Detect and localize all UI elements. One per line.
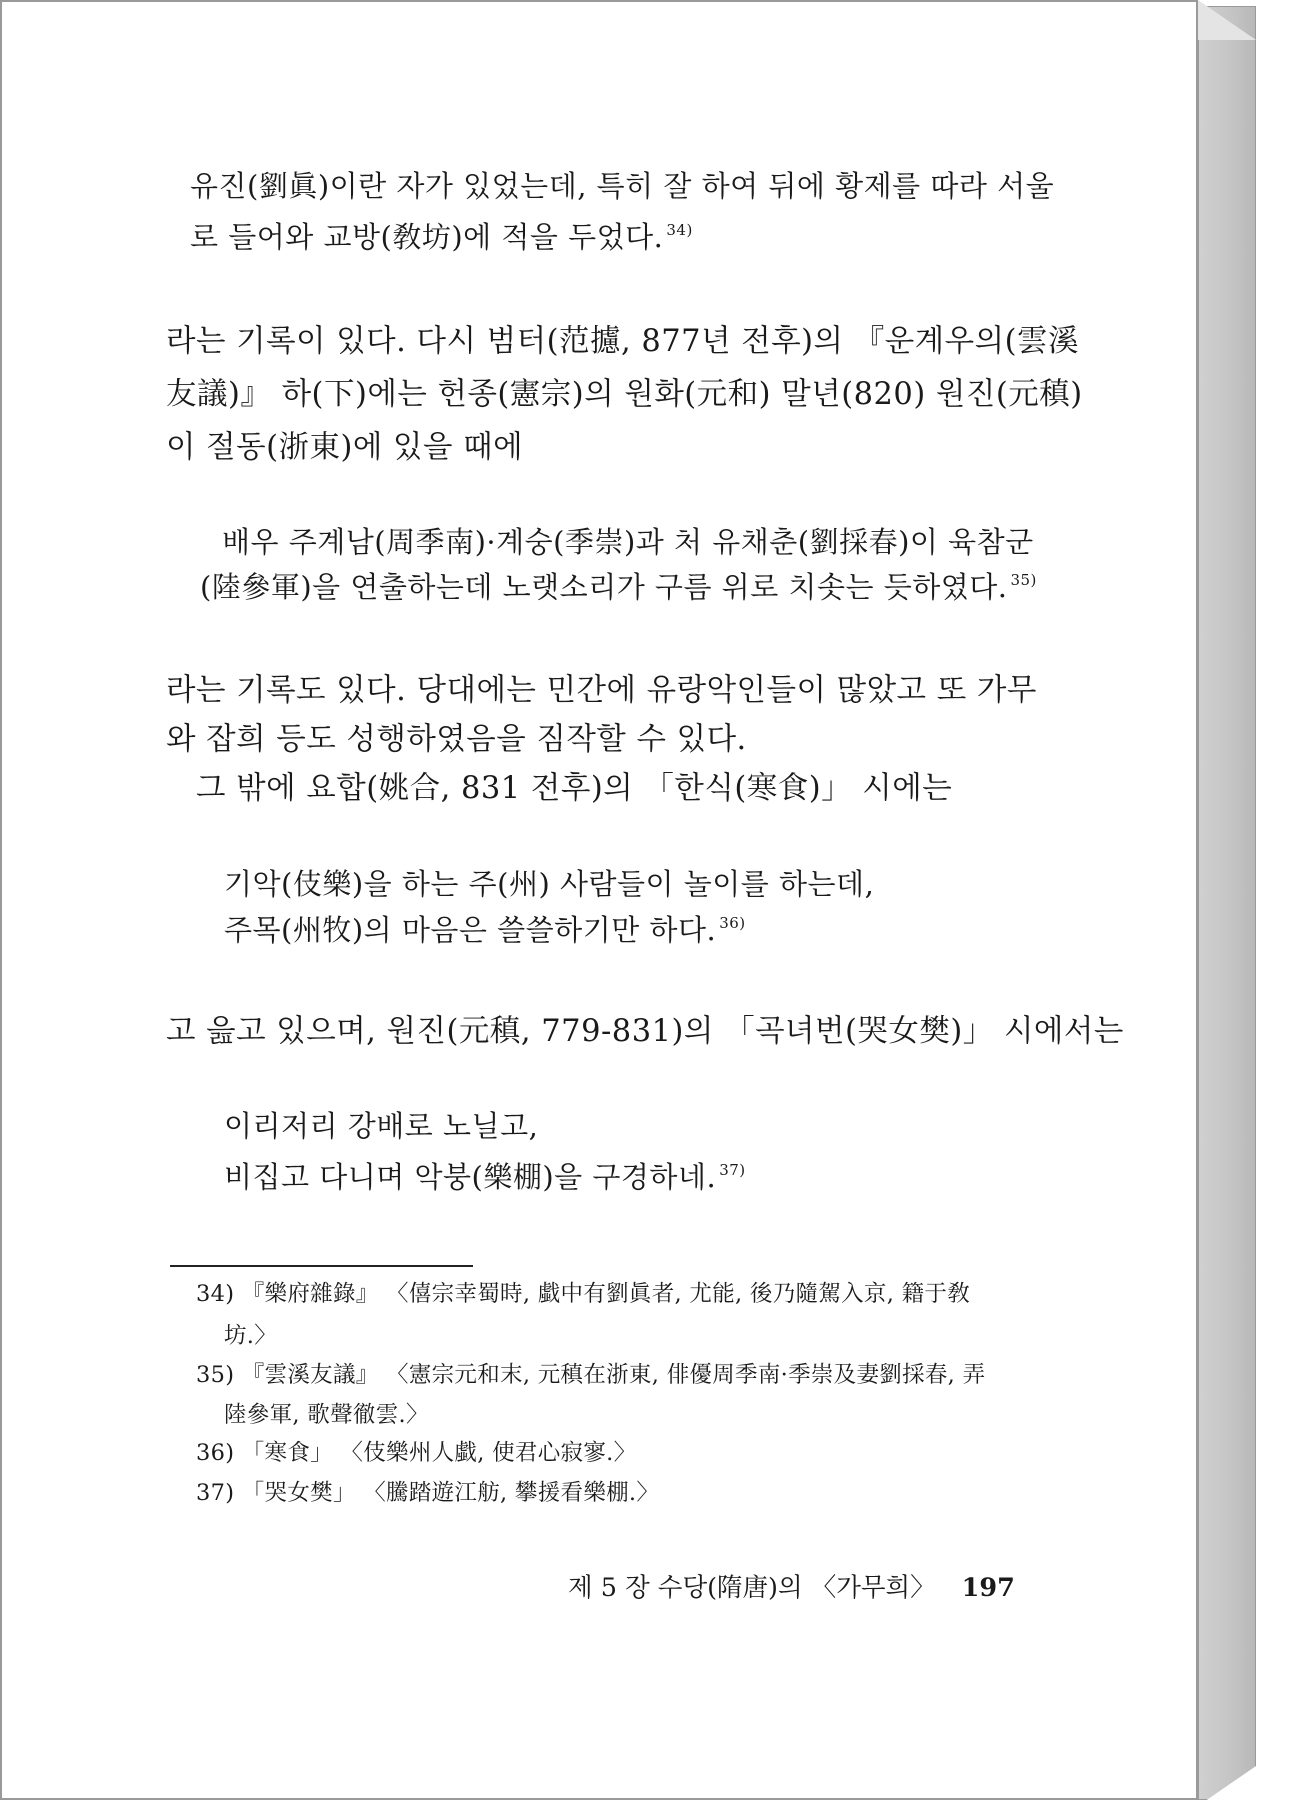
quote-36-line-2 xyxy=(224,908,746,949)
footnote-34-line-2: 坊.〉 xyxy=(224,1323,278,1349)
quote-34-line-2 xyxy=(190,215,693,256)
quote-36-text: 주목(州牧)의 마음은 쓸쓸하기만 하다. xyxy=(224,913,717,947)
footnote-34-line-1: 34) 『樂府雜錄』 〈僖宗幸蜀時, 戱中有劉眞者, 尤能, 後乃隨駕入京, 籍于敎 xyxy=(196,1281,971,1307)
footnote-ref-37: 37) xyxy=(719,1161,746,1179)
quote-35-line-1: 배우 주계남(周季南)·계숭(季崇)과 처 유채춘(劉採春)이 육참군 xyxy=(222,525,1034,559)
quote-37-line-1: 이리저리 강배로 노닐고, xyxy=(224,1109,539,1143)
running-footer xyxy=(568,1568,1015,1604)
page-number: 197 xyxy=(961,1573,1015,1603)
paragraph-2-line-2: 와 잡희 등도 성행하였음을 짐작할 수 있다. xyxy=(166,722,747,757)
quote-35-text: (陸參軍)을 연출하는데 노랫소리가 구름 위로 치솟는 듯하였다. xyxy=(200,570,1008,604)
page-stack-edge xyxy=(1198,6,1256,1800)
paragraph-1-line-3: 이 절동(浙東)에 있을 때에 xyxy=(166,430,524,465)
paragraph-3-line-1: 고 읊고 있으며, 원진(元稹, 779-831)의 「곡녀번(哭女樊)」 시에서는 xyxy=(166,1014,1124,1049)
footnote-37: 37) 「哭女樊」 〈騰踏遊江舫, 攀援看樂棚.〉 xyxy=(196,1480,660,1506)
footnote-ref-34: 34) xyxy=(666,221,693,239)
footnote-35-line-1: 35) 『雲溪友議』 〈憲宗元和末, 元稹在浙東, 俳優周季南·季崇及妻劉採春, 弄 xyxy=(196,1362,986,1388)
paragraph-2-line-3: 그 밖에 요합(姚合, 831 전후)의 「한식(寒食)」 시에는 xyxy=(196,771,953,806)
quote-37-line-2 xyxy=(224,1155,746,1196)
paragraph-1-line-2: 友議)』 하(下)에는 헌종(憲宗)의 원화(元和) 말년(820) 원진(元稹) xyxy=(166,377,1083,412)
quote-36-line-1: 기악(伎樂)을 하는 주(州) 사람들이 놀이를 하는데, xyxy=(224,867,875,901)
quote-37-text: 비집고 다니며 악붕(樂棚)을 구경하네. xyxy=(224,1160,717,1194)
chapter-title: 제 5 장 수당(隋唐)의 〈가무희〉 xyxy=(568,1573,936,1603)
footnote-ref-36: 36) xyxy=(719,914,746,932)
quote-34-text: 로 들어와 교방(敎坊)에 적을 두었다. xyxy=(190,220,664,254)
paragraph-1-line-1: 라는 기록이 있다. 다시 범터(范攄, 877년 전후)의 『운계우의(雲溪 xyxy=(166,324,1079,359)
paragraph-2-line-1: 라는 기록도 있다. 당대에는 민간에 유랑악인들이 많았고 또 가무 xyxy=(166,673,1037,708)
footnote-36: 36) 「寒食」 〈伎樂州人戱, 使君心寂寥.〉 xyxy=(196,1440,637,1466)
footnote-divider xyxy=(170,1265,473,1267)
quote-35-line-2 xyxy=(200,565,1037,606)
footnote-ref-35: 35) xyxy=(1010,571,1037,589)
footnote-35-line-2: 陸參軍, 歌聲徹雲.〉 xyxy=(224,1402,429,1428)
quote-34-line-1: 유진(劉眞)이란 자가 있었는데, 특히 잘 하여 뒤에 황제를 따라 서울 xyxy=(190,169,1055,203)
